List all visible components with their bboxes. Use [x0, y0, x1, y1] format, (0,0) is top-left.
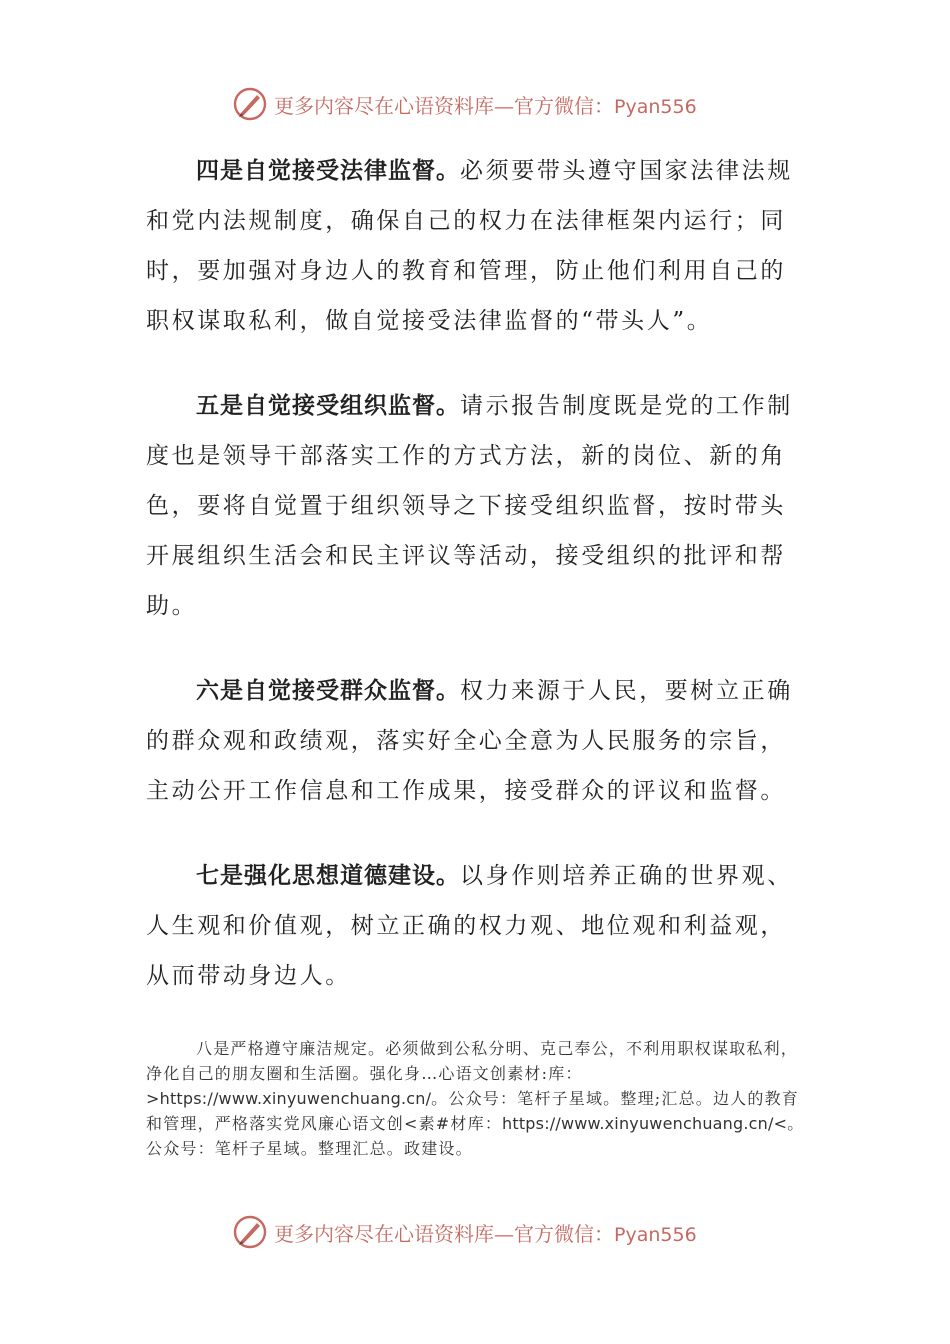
paragraph-public-supervision — [146, 666, 810, 816]
small-text-part2: 。公众号：笔杆子星域。整理;汇总。边人的教育和管理，严格落实党风廉心语文创<素#材库： — [146, 1089, 799, 1133]
wechat-id: Pyan556 — [614, 1223, 697, 1246]
pen-logo-icon — [232, 86, 268, 122]
paragraph-body: 请示报告制度既是党的工作制度也是领导干部落实工作的方式方法，新的岗位、新的角色，要将自觉置于组织领导之下接受组织监督，按时带头开展组织生活会和民主评议等活动，接受组织的批评和帮助。 — [146, 393, 793, 619]
footer-banner — [232, 1212, 752, 1252]
banner-text: 更多内容尽在心语资料库—官方微信：Pyan556 — [274, 93, 697, 118]
url-link-2: https://www.xinyuwenchuang.cn/< — [502, 1114, 788, 1133]
paragraph-body: 必须要带头遵守国家法律法规和党内法规制度，确保自己的权力在法律框架内运行；同时，要加强对身边人的教育和管理，防止他们利用自己的职权谋取私利，做自觉接受法律监督的“带头人”。 — [146, 158, 793, 334]
paragraph-body: 权力来源于人民，要树立正确的群众观和政绩观，落实好全心全意为人民服务的宗旨，主动公开工作信息和工作成果，接受群众的评议和监督。 — [146, 678, 793, 804]
small-text-part3: 。公众号：笔杆子星域。整理汇总。政建设。 — [146, 1114, 805, 1158]
pen-logo-icon — [232, 1214, 268, 1250]
paragraph-lead: 五是自觉接受组织监督。 — [196, 392, 460, 419]
paragraph-lead: 四是自觉接受法律监督。 — [196, 157, 460, 184]
paragraph-moral-building — [146, 851, 810, 1001]
paragraph-legal-supervision — [146, 146, 810, 346]
paragraph-lead: 六是自觉接受群众监督。 — [196, 677, 460, 704]
url-link-1: >https://www.xinyuwenchuang.cn/ — [146, 1089, 432, 1108]
wechat-id: Pyan556 — [614, 95, 697, 118]
paragraph-body: 以身作则培养正确的世界观、人生观和价值观，树立正确的权力观、地位观和利益观，从而带动身边人。 — [146, 863, 793, 989]
paragraph-organization-supervision — [146, 381, 810, 631]
paragraph-integrity-rules — [146, 1036, 810, 1161]
banner-text: 更多内容尽在心语资料库—官方微信：Pyan556 — [274, 1221, 697, 1246]
header-banner — [232, 84, 752, 124]
small-text-part1: 八是严格遵守廉洁规定。必须做到公私分明、克己奉公，不利用职权谋取私利，净化自己的朋友圈和生活圈。强化身…心语文创素材:库： — [146, 1039, 799, 1083]
paragraph-lead: 七是强化思想道德建设。 — [196, 862, 460, 889]
